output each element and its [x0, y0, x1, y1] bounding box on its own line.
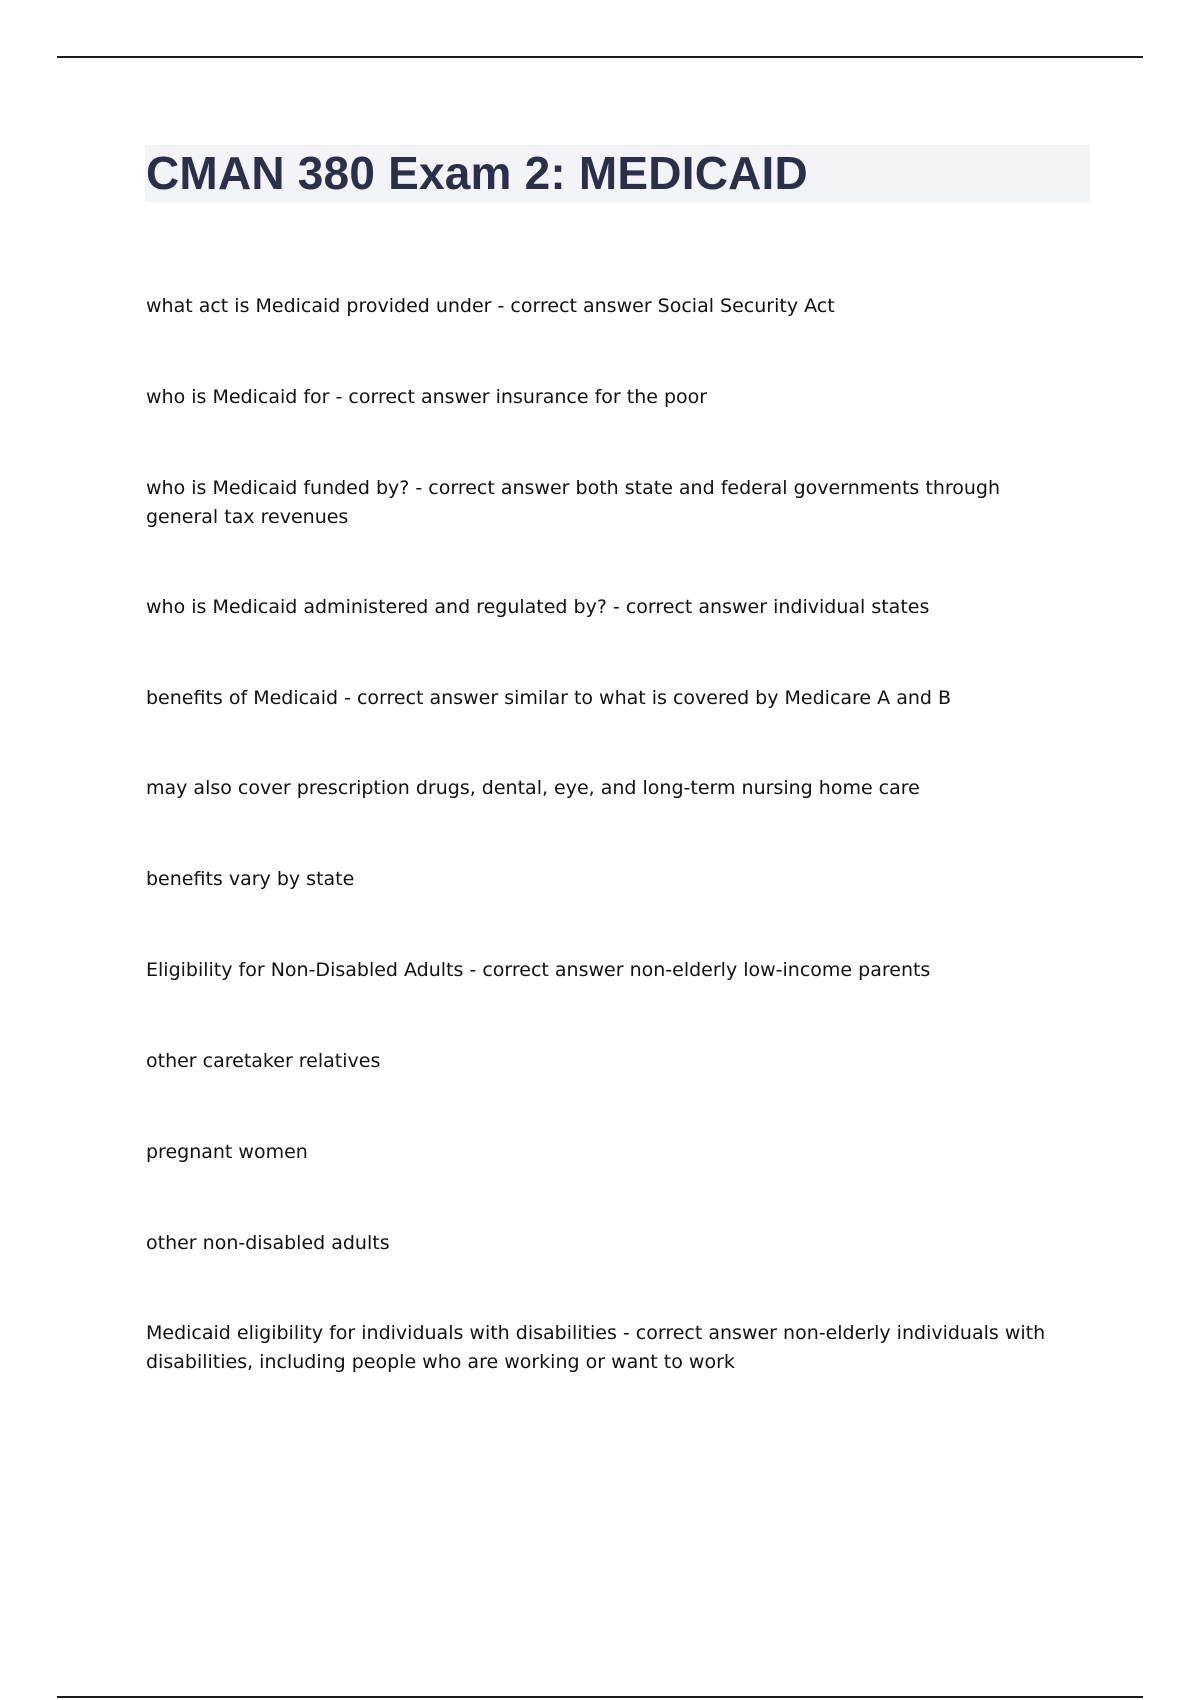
qa-entry: may also cover prescription drugs, dental, eye, and long-term nursing home care	[146, 777, 920, 799]
qa-entry: other caretaker relatives	[146, 1050, 381, 1072]
qa-entry: Eligibility for Non-Disabled Adults - correct answer non-elderly low-income parents	[146, 959, 931, 981]
top-rule	[57, 56, 1143, 58]
bottom-rule	[57, 1696, 1143, 1698]
qa-entry: benefits of Medicaid - correct answer similar to what is covered by Medicare A and B	[146, 687, 952, 709]
qa-entry: pregnant women	[146, 1141, 308, 1163]
qa-entry: benefits vary by state	[146, 868, 355, 890]
qa-entry: Medicaid eligibility for individuals with disabilities - correct answer non-elderly individuals with disabilities, including people who are working or want to work	[146, 1322, 1046, 1373]
qa-entry: other non-disabled adults	[146, 1232, 390, 1254]
qa-entry: what act is Medicaid provided under - correct answer Social Security Act	[146, 295, 835, 317]
qa-entry: who is Medicaid for - correct answer insurance for the poor	[146, 386, 708, 408]
qa-entry: who is Medicaid funded by? - correct answer both state and federal governments through general tax revenues	[146, 477, 1001, 528]
qa-entry: who is Medicaid administered and regulated by? - correct answer individual states	[146, 596, 930, 618]
page-title: CMAN 380 Exam 2: MEDICAID	[146, 147, 808, 199]
